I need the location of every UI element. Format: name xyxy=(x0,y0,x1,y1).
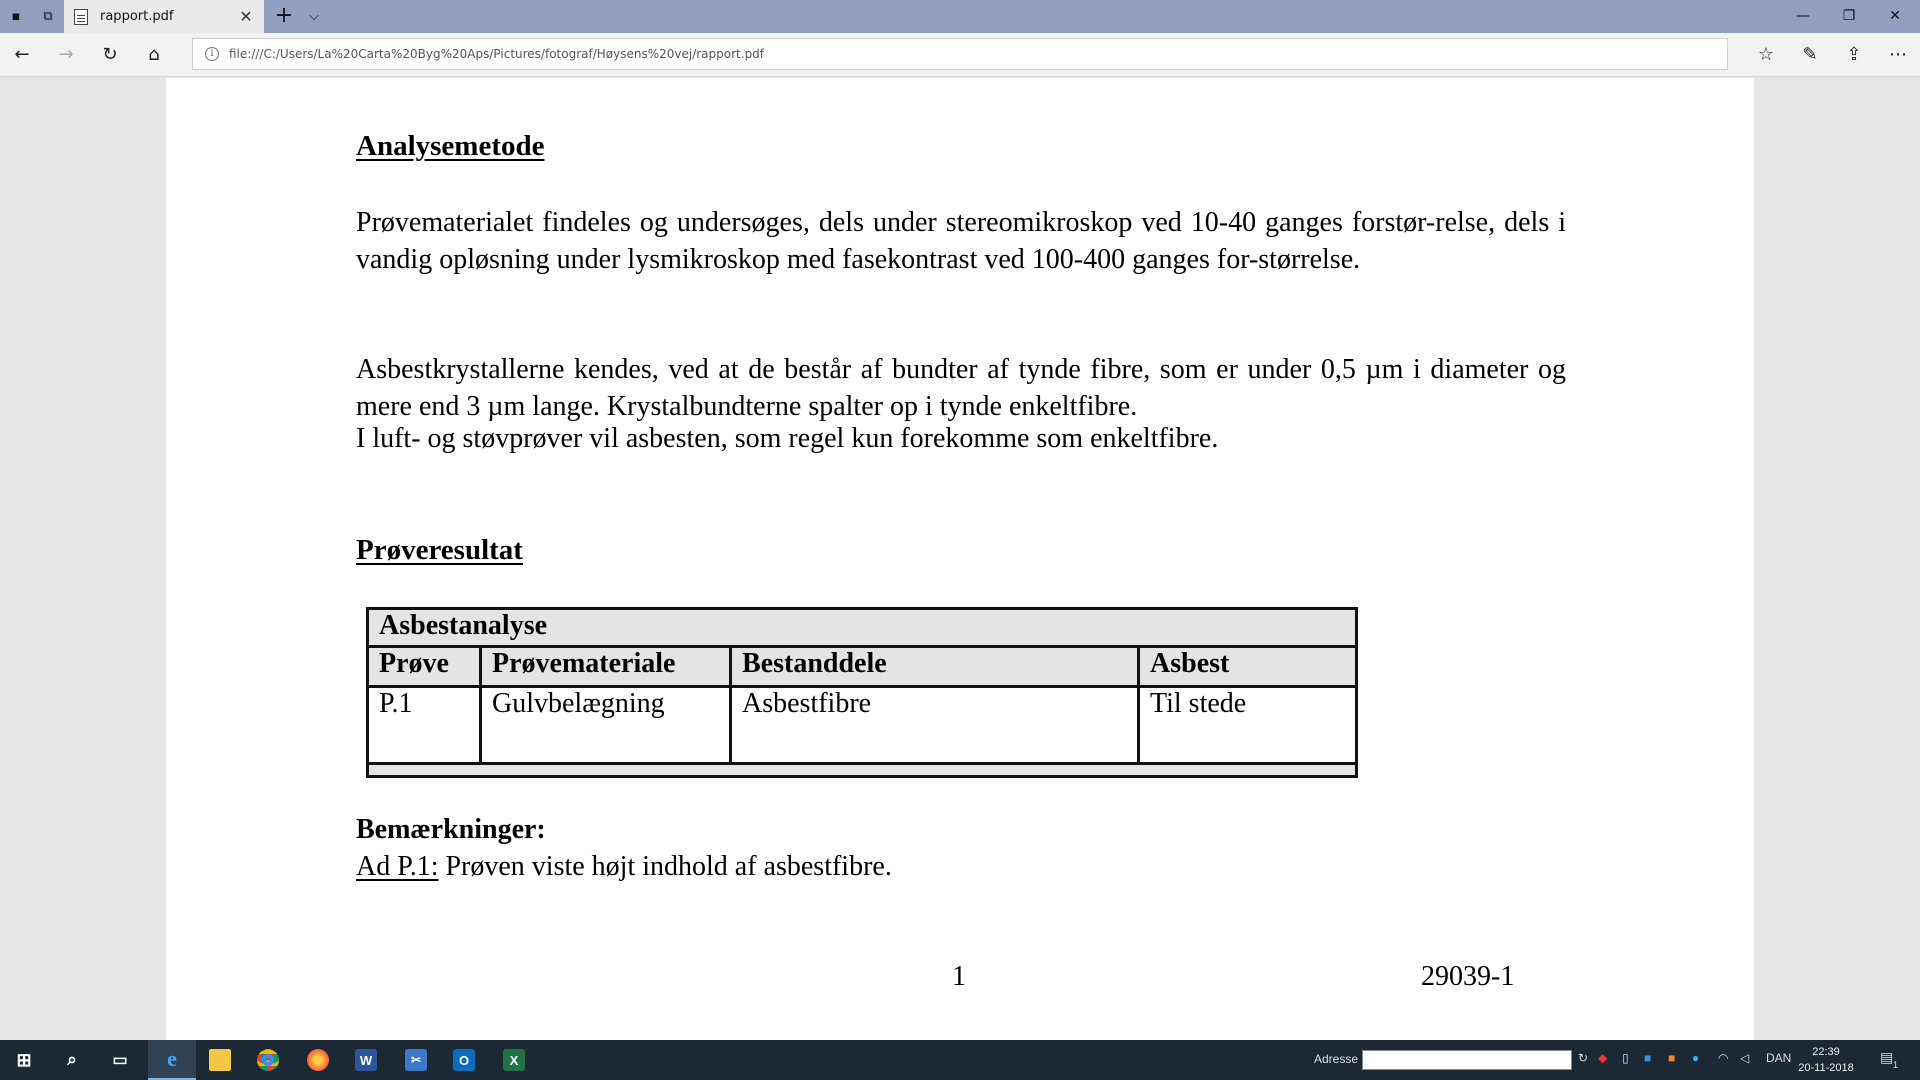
outlook-tray-icon[interactable]: ■ xyxy=(1644,1051,1652,1065)
firefox-icon[interactable] xyxy=(294,1040,342,1080)
antivirus-tray-icon[interactable]: ◆ xyxy=(1598,1051,1608,1065)
remark-text: Prøven viste højt indhold af asbestfibre. xyxy=(438,851,892,882)
table-title: Asbestanalyse xyxy=(379,610,548,641)
notification-count: 1 xyxy=(1893,1060,1899,1070)
remarks-label: Bemærkninger: xyxy=(356,814,546,845)
snipping-tool-icon[interactable]: ✂ xyxy=(392,1040,440,1080)
app-tray-icon[interactable]: ■ xyxy=(1668,1051,1676,1065)
share-icon[interactable]: ⇪ xyxy=(1846,44,1862,65)
remark-reference: Ad P.1: xyxy=(356,851,439,882)
tab-list-icon[interactable]: ▪ xyxy=(11,8,21,24)
outlook-icon[interactable]: O xyxy=(440,1040,488,1080)
table-footer-row xyxy=(369,762,1355,775)
close-window-button[interactable]: ✕ xyxy=(1889,8,1901,24)
cell-provemateriale: Gulvbelægning xyxy=(492,688,665,719)
pdf-file-icon xyxy=(74,9,88,25)
column-divider xyxy=(729,648,732,762)
table-row xyxy=(369,688,1355,762)
volume-icon[interactable]: ◁ xyxy=(1740,1051,1750,1065)
excel-icon[interactable]: X xyxy=(490,1040,538,1080)
start-windows-icon[interactable]: ⊞ xyxy=(16,1049,32,1070)
word-icon[interactable]: W xyxy=(342,1040,390,1080)
cloud-tray-icon[interactable]: ● xyxy=(1692,1051,1700,1065)
tab-title: rapport.pdf xyxy=(100,9,174,24)
new-tab-button[interactable]: + xyxy=(274,3,294,28)
address-bar[interactable] xyxy=(192,38,1728,70)
paragraph-air-samples: I luft- og støvprøver vil asbesten, som regel kun forekomme som enkeltfibre. xyxy=(356,423,1219,454)
tab-preview-chevron-icon[interactable]: ⌵ xyxy=(309,9,319,24)
paragraph-method: Prøvematerialet findeles og undersøges, dels under stereomikroskop ved 10-40 ganges forstør-relse, dels i vandig opløsning under lysmikroskop med fasekontrast ved 100-400 ganges for-størrelse. xyxy=(356,207,1566,275)
forward-arrow-icon[interactable]: → xyxy=(58,44,74,65)
title-bar xyxy=(0,0,1920,33)
clock-time: 22:39 xyxy=(1812,1046,1840,1058)
header-prove: Prøve xyxy=(379,648,449,679)
column-divider xyxy=(479,648,482,762)
minimize-button[interactable]: — xyxy=(1796,8,1810,24)
heading-proveresultat: Prøveresultat xyxy=(356,534,523,566)
navigation-bar xyxy=(0,33,1920,77)
clock-date: 20-11-2018 xyxy=(1798,1062,1854,1074)
restore-button[interactable]: ❐ xyxy=(1842,8,1856,24)
favorites-star-icon[interactable]: ☆ xyxy=(1757,44,1775,65)
url-text: file:///C:/Users/La%20Carta%20Byg%20Aps/Pictures/fotograf/Høysens%20vej/rapport.pdf xyxy=(229,47,765,61)
results-table xyxy=(366,607,1358,778)
usb-tray-icon[interactable]: ▯ xyxy=(1622,1051,1629,1065)
taskbar xyxy=(0,1040,1920,1080)
address-toolbar-label: Adresse xyxy=(1314,1052,1359,1066)
refresh-small-icon[interactable]: ↻ xyxy=(1578,1051,1589,1065)
back-arrow-icon[interactable]: ← xyxy=(14,44,30,65)
cell-asbest: Til stede xyxy=(1150,688,1247,719)
table-header-row xyxy=(369,648,1355,688)
cell-bestanddele: Asbestfibre xyxy=(742,688,872,719)
action-center-icon[interactable]: ▤ xyxy=(1880,1049,1894,1065)
home-icon[interactable]: ⌂ xyxy=(148,44,160,65)
more-menu-icon[interactable]: ⋯ xyxy=(1889,44,1907,65)
page-number: 1 xyxy=(952,961,966,992)
search-icon[interactable]: ⌕ xyxy=(67,1050,77,1069)
address-toolbar-input[interactable] xyxy=(1362,1050,1572,1070)
column-divider xyxy=(1137,648,1140,762)
clock[interactable] xyxy=(1796,1044,1856,1076)
paragraph-asbestos-crystals: Asbestkrystallerne kendes, ved at de består af bundter af tynde fibre, som er under 0,5 µm i diameter og mere end 3 µm lange. Krystalbundterne spalter op i tynde enkeltfibre. xyxy=(356,354,1566,422)
heading-analysemetode: Analysemetode xyxy=(356,130,545,162)
pen-notes-icon[interactable]: ✎ xyxy=(1802,44,1818,65)
refresh-icon[interactable]: ↻ xyxy=(102,44,118,65)
remark-line xyxy=(356,851,892,883)
cell-prove: P.1 xyxy=(379,688,413,719)
info-icon[interactable]: i xyxy=(205,47,219,61)
task-view-icon[interactable]: ▭ xyxy=(112,1052,128,1069)
edge-browser-icon[interactable]: e xyxy=(148,1040,196,1080)
report-number: 29039-1 xyxy=(1421,961,1515,992)
wifi-icon[interactable]: ◠ xyxy=(1718,1051,1729,1065)
pdf-viewer[interactable] xyxy=(0,78,1920,1040)
tab-rapport[interactable] xyxy=(64,0,264,33)
chrome-icon[interactable] xyxy=(244,1040,292,1080)
set-aside-tabs-icon[interactable]: ⧉ xyxy=(43,8,53,24)
header-asbest: Asbest xyxy=(1150,648,1230,679)
file-explorer-icon[interactable] xyxy=(196,1040,244,1080)
header-provemateriale: Prøvemateriale xyxy=(492,648,676,679)
header-bestanddele: Bestanddele xyxy=(742,648,887,679)
pdf-page xyxy=(166,78,1754,1040)
tab-close-icon[interactable]: ✕ xyxy=(239,7,253,26)
table-title-row xyxy=(369,610,1355,648)
language-indicator[interactable]: DAN xyxy=(1766,1051,1792,1065)
